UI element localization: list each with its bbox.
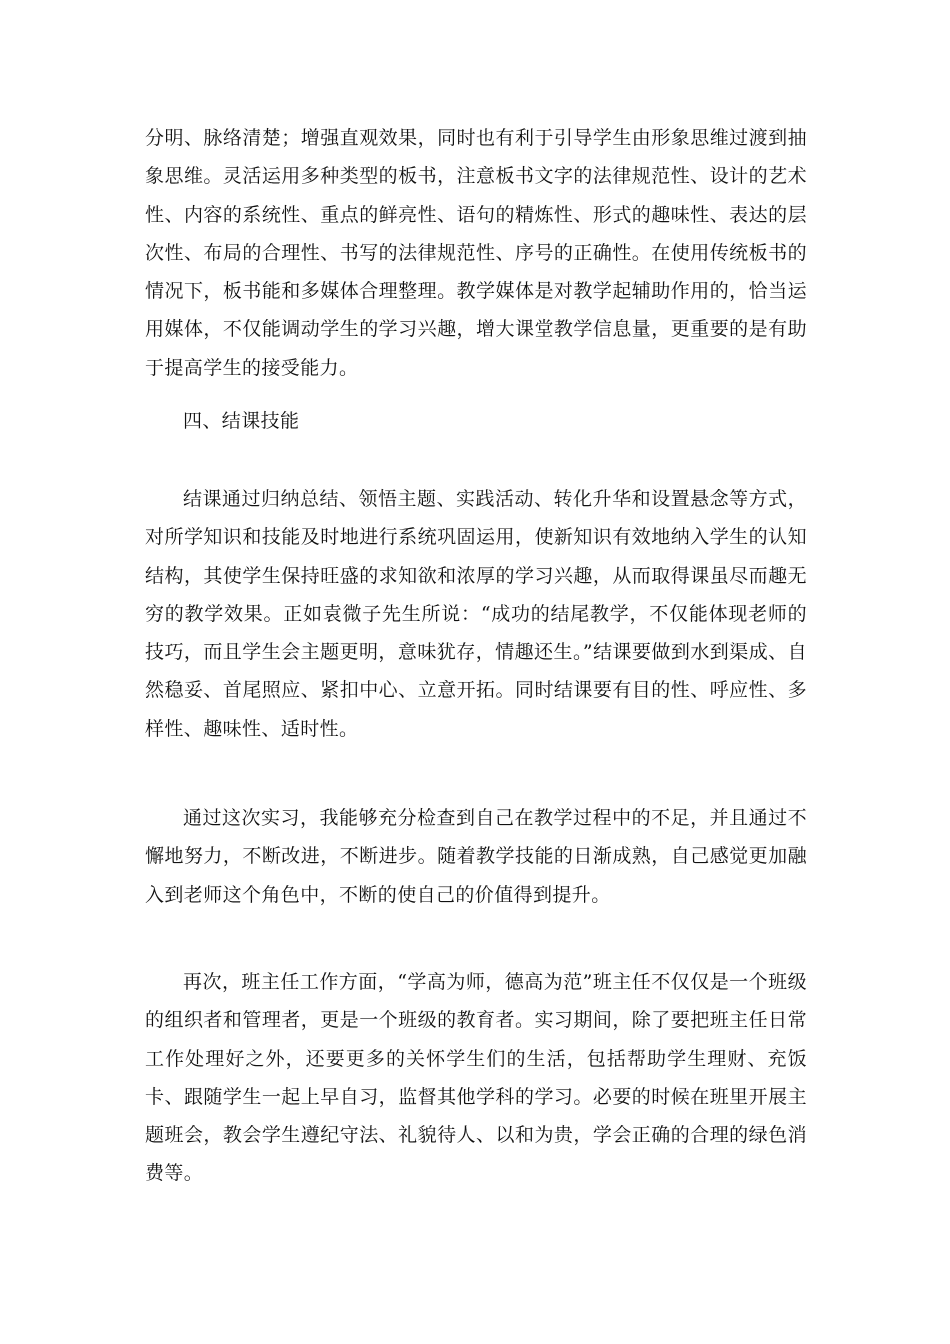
- section-heading-closing-skills: 四、结课技能: [183, 410, 300, 432]
- paragraph-class-teacher-work: 再次，班主任工作方面，“学高为师，德高为范”班主任不仅仅是一个班级的组织者和管理者，更是一个班级的教育者。实习期间，除了要把班主任日常工作处理好之外，还要更多的关怀学生们的生活，包括帮助学生理财、充饭卡、跟随学生一起上早自习，监督其他学科的学习。必要的时候在班里开展主题班会，教会学生遵纪守法、礼貌待人、以和为贵，学会正确的合理的绿色消费等。: [145, 971, 807, 1185]
- paragraph-internship-reflection: 通过这次实习，我能够充分检查到自己在教学过程中的不足，并且通过不懈地努力，不断改进，不断进步。随着教学技能的日渐成熟，自己感觉更加融入到老师这个角色中，不断的使自己的价值得到提升。: [145, 807, 807, 906]
- paragraph-blackboard-media: 分明、脉络清楚；增强直观效果，同时也有利于引导学生由形象思维过渡到抽象思维。灵活运用多种类型的板书，注意板书文字的法律规范性、设计的艺术性、内容的系统性、重点的鲜亮性、语句的精炼性、形式的趣味性、表达的层次性、布局的合理性、书写的法律规范性、序号的正确性。在使用传统板书的情况下，板书能和多媒体合理整理。教学媒体是对教学起辅助作用的，恰当运用媒体，不仅能调动学生的学习兴趣，增大课堂教学信息量，更重要的是有助于提高学生的接受能力。: [145, 127, 807, 379]
- paragraph-closing-skills: 结课通过归纳总结、领悟主题、实践活动、转化升华和设置悬念等方式，对所学知识和技能及时地进行系统巩固运用，使新知识有效地纳入学生的认知结构，其使学生保持旺盛的求知欲和浓厚的学习兴趣，从而取得课虽尽而趣无穷的教学效果。正如袁微子先生所说：“成功的结尾教学，不仅能体现老师的技巧，而且学生会主题更明，意味犹存，情趣还生。”结课要做到水到渠成、自然稳妥、首尾照应、紧扣中心、立意开拓。同时结课要有目的性、呼应性、多样性、趣味性、适时性。: [145, 488, 807, 740]
